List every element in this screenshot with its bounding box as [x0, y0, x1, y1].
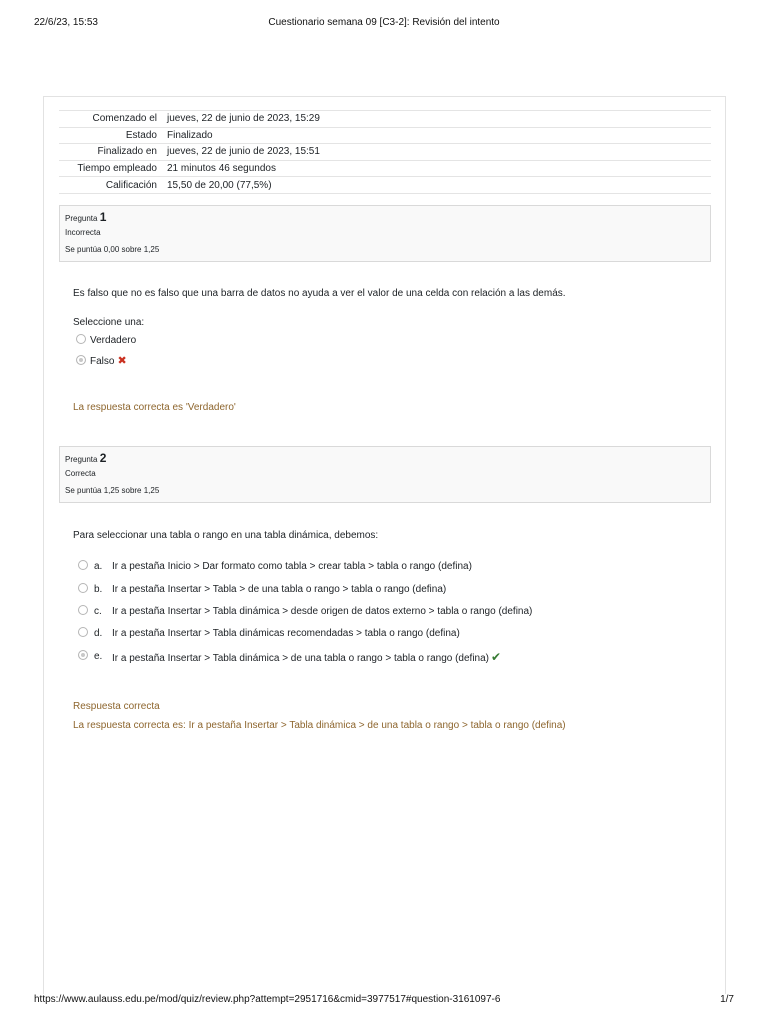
radio-button[interactable]	[78, 605, 88, 615]
answer-letter: e.	[94, 651, 103, 662]
summary-label: Tiempo empleado	[59, 160, 167, 177]
summary-label: Estado	[59, 127, 167, 144]
question-2-feedback-status: Respuesta correcta	[73, 701, 160, 712]
question-1-right-answer: La respuesta correcta es 'Verdadero'	[73, 402, 236, 413]
print-page-number: 1/7	[720, 994, 734, 1005]
answer-letter: c.	[94, 606, 102, 617]
question-state: Correcta	[65, 469, 96, 478]
radio-button-selected[interactable]	[76, 355, 86, 365]
attempt-summary-table	[59, 110, 711, 194]
answer-label: Verdadero	[90, 335, 137, 346]
answer-label: Falso	[90, 356, 115, 367]
print-header	[34, 17, 734, 31]
question-1-prompt: Seleccione una:	[73, 317, 145, 328]
answer-letter: d.	[94, 628, 103, 639]
question-number-value: 2	[99, 451, 107, 465]
question-grade: Se puntúa 1,25 sobre 1,25	[65, 486, 160, 495]
radio-button[interactable]	[78, 627, 88, 637]
question-grade: Se puntúa 0,00 sobre 1,25	[65, 245, 160, 254]
summary-value: jueves, 22 de junio de 2023, 15:29	[167, 111, 711, 128]
question-1-info	[59, 205, 711, 262]
question-prefix: Pregunta	[65, 214, 98, 223]
answer-label: Ir a pestaña Insertar > Tabla dinámicas recomendadas > tabla o rango (defina)	[112, 628, 460, 639]
answer-option-b[interactable]	[78, 583, 447, 597]
radio-button[interactable]	[76, 334, 86, 344]
summary-value: 15,50 de 20,00 (77,5%)	[167, 177, 711, 194]
summary-value: 21 minutos 46 segundos	[167, 160, 711, 177]
summary-value: jueves, 22 de junio de 2023, 15:51	[167, 144, 711, 161]
print-footer	[34, 994, 734, 1008]
radio-button[interactable]	[78, 583, 88, 593]
summary-row-started	[59, 111, 711, 128]
answer-label: Ir a pestaña Insertar > Tabla dinámica > desde origen de datos externo > tabla o rango (defina)	[112, 606, 533, 617]
answer-option-e[interactable]	[78, 650, 502, 664]
question-1-text: Es falso que no es falso que una barra de datos no ayuda a ver el valor de una celda con relación a las demás.	[73, 288, 566, 299]
question-number-value: 1	[99, 210, 107, 224]
answer-option-d[interactable]	[78, 627, 460, 641]
summary-label: Calificación	[59, 177, 167, 194]
question-2-text: Para seleccionar una tabla o rango en una tabla dinámica, debemos:	[73, 530, 379, 541]
summary-label: Finalizado en	[59, 144, 167, 161]
answer-label: Ir a pestaña Insertar > Tabla dinámica > de una tabla o rango > tabla o rango (defina)	[112, 653, 490, 664]
question-prefix: Pregunta	[65, 455, 98, 464]
question-state: Incorrecta	[65, 228, 101, 237]
answer-label: Ir a pestaña Insertar > Tabla > de una tabla o rango > tabla o rango (defina)	[112, 584, 447, 595]
question-2-right-answer: La respuesta correcta es: Ir a pestaña Insertar > Tabla dinámica > de una tabla o rango > tabla o rango (defina)	[73, 720, 566, 731]
summary-row-time-taken	[59, 160, 711, 177]
answer-option-verdadero[interactable]	[76, 334, 136, 348]
summary-row-finished	[59, 144, 711, 161]
question-number	[65, 451, 106, 465]
answer-option-c[interactable]	[78, 605, 533, 619]
summary-row-grade	[59, 177, 711, 194]
print-url: https://www.aulauss.edu.pe/mod/quiz/review.php?attempt=2951716&cmid=3977517#question-3161097-6	[34, 994, 501, 1005]
radio-button-selected[interactable]	[78, 650, 88, 660]
radio-button[interactable]	[78, 560, 88, 570]
summary-row-state	[59, 127, 711, 144]
answer-label: Ir a pestaña Inicio > Dar formato como tabla > crear tabla > tabla o rango (defina)	[112, 561, 472, 572]
question-2-info	[59, 446, 711, 503]
answer-letter: a.	[94, 561, 103, 572]
print-datetime: 22/6/23, 15:53	[34, 17, 98, 28]
answer-label-selected	[112, 650, 501, 666]
answer-letter: b.	[94, 584, 103, 595]
print-page-title: Cuestionario semana 09 [C3-2]: Revisión del intento	[268, 17, 500, 28]
cross-icon: ✖	[117, 355, 127, 367]
summary-label: Comenzado el	[59, 111, 167, 128]
question-number	[65, 210, 106, 224]
check-icon: ✔	[491, 650, 502, 664]
answer-option-a[interactable]	[78, 560, 472, 574]
answer-option-falso[interactable]	[76, 354, 127, 368]
summary-value: Finalizado	[167, 127, 711, 144]
